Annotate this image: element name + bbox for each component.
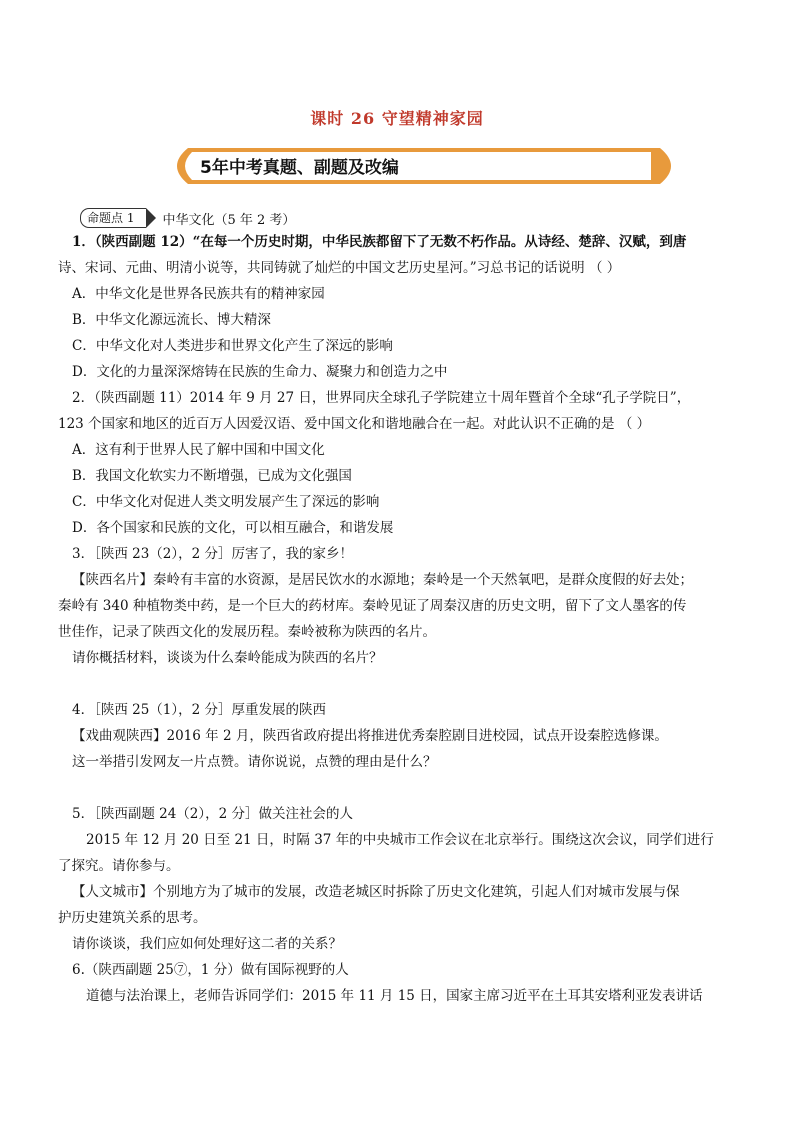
q6-line-1: 6.（陕西副题 25⑦，1 分）做有国际视野的人: [72, 962, 349, 978]
q2-option-b: B．我国文化软实力不断增强，已成为文化强国: [72, 468, 352, 484]
q2-option-a: A．这有利于世界人民了解中国和中国文化: [72, 442, 325, 458]
q2-line-2: 123 个国家和地区的近百万人因爱汉语、爱中国文化和谐地融合在一起。对此认识不正确的是 （ ）: [58, 416, 651, 432]
q4-prompt: 这一举措引发网友一片点赞。请你说说，点赞的理由是什么？: [72, 754, 437, 770]
page-title: 课时 26 守望精神家园: [310, 109, 484, 128]
q3-line-4: 世佳作，记录了陕西文化的发展历程。秦岭被称为陕西的名片。: [58, 624, 436, 640]
q2-option-c: C．中华文化对促进人类文明发展产生了深远的影响: [72, 494, 380, 510]
q5-line-1: 5．［陕西副题 24（2），2 分］做关注社会的人: [72, 806, 354, 822]
q3-line-2: 【陕西名片】秦岭有丰富的水资源，是居民饮水的水源地；秦岭是一个天然氧吧，是群众度假的好去处；: [72, 572, 693, 588]
q5-line-3: 了探究。请你参与。: [58, 858, 180, 874]
q1-line-2: 诗、宋词、元曲、明清小说等，共同铸就了灿烂的中国文艺历史星河。”习总书记的话说明 （ ）: [58, 260, 621, 276]
q5-line-4: 【人文城市】个别地方为了城市的发展，改造老城区时拆除了历史文化建筑，引起人们对城市发展与保: [72, 884, 680, 900]
q2-line-1: 2．（陕西副题 11）2014 年 9 月 27 日，世界同庆全球孔子学院建立十周年暨首个全球“孔子学院日”，: [72, 390, 691, 406]
section-tag: 命题点 1: [80, 208, 146, 228]
section-tag-row: [80, 208, 295, 228]
q6-line-2: 道德与法治课上，老师告诉同学们：2015 年 11 月 15 日，国家主席习近平在土耳其安塔利亚发表讲话: [86, 988, 703, 1004]
q1-option-d: D．文化的力量深深熔铸在民族的生命力、凝聚力和创造力之中: [72, 364, 448, 380]
section-label: 中华文化（5 年 2 考）: [162, 212, 296, 228]
q3-line-3: 秦岭有 340 种植物类中药，是一个巨大的药材库。秦岭见证了周秦汉唐的历史文明，留下了文人墨客的传: [58, 598, 687, 614]
q3-prompt: 请你概括材料，谈谈为什么秦岭能成为陕西的名片？: [72, 650, 383, 666]
q5-prompt: 请你谈谈，我们应如何处理好这二者的关系？: [72, 936, 342, 952]
q2-option-d: D．各个国家和民族的文化，可以相互融合，和谐发展: [72, 520, 394, 536]
q4-line-2: 【戏曲观陕西】2016 年 2 月，陕西省政府提出将推进优秀秦腔剧目进校园，试点开设秦腔选修课。: [72, 728, 668, 744]
tag-arrow-icon: [146, 208, 156, 228]
q3-line-1: 3．［陕西 23（2），2 分］厉害了，我的家乡！: [72, 546, 354, 562]
q1-option-a: A．中华文化是世界各民族共有的精神家园: [72, 286, 325, 302]
section-banner: [164, 144, 684, 188]
q5-line-5: 护历史建筑关系的思考。: [58, 910, 207, 926]
banner-title: 5年中考真题、副题及改编: [200, 158, 399, 178]
q1-option-c: C．中华文化对人类进步和世界文化产生了深远的影响: [72, 338, 393, 354]
q1-line-1: 1．（陕西副题 12）“在每一个历史时期，中华民族都留下了无数不朽作品。从诗经、楚辞、汉赋，到唐: [72, 234, 687, 250]
q5-line-2: 2015 年 12 月 20 日至 21 日，时隔 37 年的中央城市工作会议在北京举行。围绕这次会议，同学们进行: [86, 832, 714, 848]
q4-line-1: 4．［陕西 25（1），2 分］厚重发展的陕西: [72, 702, 327, 718]
q1-option-b: B．中华文化源远流长、博大精深: [72, 312, 271, 328]
